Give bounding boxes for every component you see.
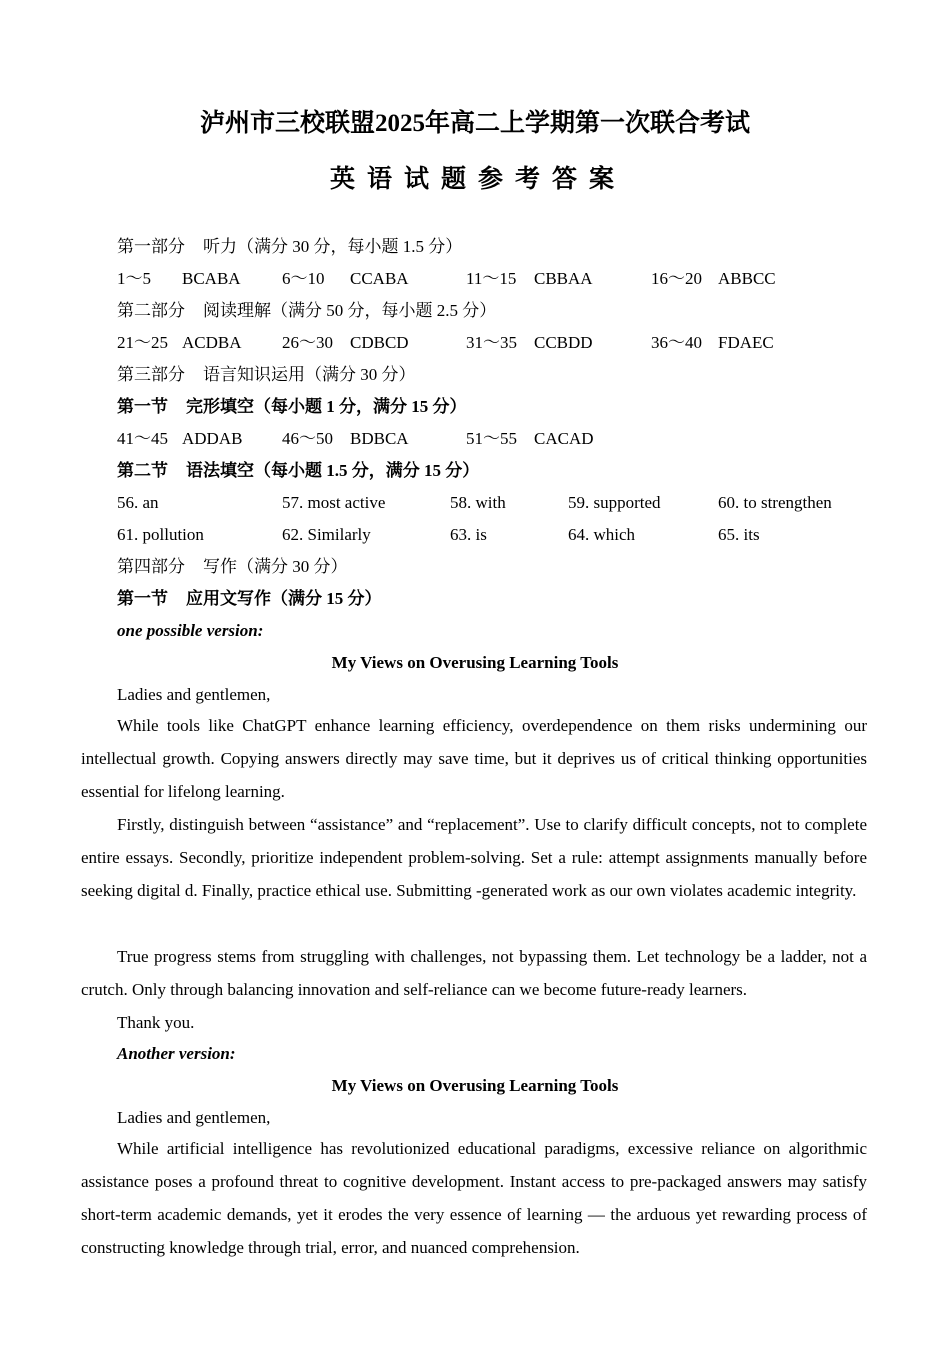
answer-range: 1～5 xyxy=(117,269,151,288)
answer-range: 21～25 xyxy=(117,333,168,352)
essay-heading: My Views on Overusing Learning Tools xyxy=(331,1076,619,1095)
essay-paragraph: Firstly, distinguish between “assistance” and “replacement”. Use to clarify difficult concepts, not to complete entire essays. Secondly, prioritize independent problem-solving. Set a rule: attempt assignments manually before seeking digital d. Finally, practice ethical use. Submitting -generated work as our own violates academic integrity. xyxy=(81,815,867,900)
answer-letters: CCBDD xyxy=(534,333,593,352)
part3-section2-heading: 第二节 语法填空（每小题 1.5 分，满分 15 分） xyxy=(117,461,480,480)
part4-heading: 第四部分 写作（满分 30 分） xyxy=(117,557,348,576)
answer-range: 11～15 xyxy=(466,269,517,288)
answer-range: 6～10 xyxy=(282,269,325,288)
essay-closing: Thank you. xyxy=(117,1013,195,1032)
part3-heading: 第三部分 语言知识运用（满分 30 分） xyxy=(117,365,416,384)
answer-range: 51～55 xyxy=(466,429,517,448)
essay-greeting: Ladies and gentlemen, xyxy=(117,1108,271,1127)
answer-letters: ABBCC xyxy=(718,269,776,288)
version-label: one possible version: xyxy=(117,621,264,640)
answer-range: 41～45 xyxy=(117,429,168,448)
answer-key-title: 英语试题参考答案 xyxy=(329,166,626,193)
essay-paragraph: While tools like ChatGPT enhance learning efficiency, overdependence on them risks undermining our intellectual growth. Copying answers directly may save time, but it deprives us of critical thinking opportunities essential for lifelong learning. xyxy=(81,716,867,801)
essay-paragraph: True progress stems from struggling with challenges, not bypassing them. Let technology be a ladder, not a crutch. Only through balancing innovation and self-reliance can we become future-ready learners. xyxy=(81,947,867,999)
grammar-answer: 65. its xyxy=(718,525,760,544)
answer-letters: FDAEC xyxy=(718,333,774,352)
answer-range: 46～50 xyxy=(282,429,333,448)
part2-heading: 第二部分 阅读理解（满分 50 分，每小题 2.5 分） xyxy=(117,301,497,320)
answer-range: 26～30 xyxy=(282,333,333,352)
essay-paragraph: While artificial intelligence has revolutionized educational paradigms, excessive reliance on algorithmic assistance poses a profound threat to cognitive development. Instant access to pre-packaged answers may satisfy short-term academic demands, yet it erodes the very essence of learning — the arduous yet rewarding process of constructing knowledge through trial, error, and nuanced comprehension. xyxy=(81,1139,867,1257)
answer-range: 36～40 xyxy=(651,333,702,352)
essay-heading: My Views on Overusing Learning Tools xyxy=(331,653,619,672)
exam-title: 泸州市三校联盟2025年高二上学期第一次联合考试 xyxy=(199,110,750,137)
part3-section1-heading: 第一节 完形填空（每小题 1 分，满分 15 分） xyxy=(117,397,467,416)
answer-letters: CCABA xyxy=(350,269,409,288)
grammar-answer: 63. is xyxy=(450,525,487,544)
grammar-answer: 57. most active xyxy=(282,493,386,512)
answer-letters: BDBCA xyxy=(350,429,409,448)
answer-letters: BCABA xyxy=(182,269,241,288)
grammar-answer: 60. to strengthen xyxy=(718,493,832,512)
grammar-answer: 61. pollution xyxy=(117,525,204,544)
grammar-answer: 58. with xyxy=(450,493,506,512)
grammar-answer: 59. supported xyxy=(568,493,661,512)
part1-heading: 第一部分 听力（满分 30 分，每小题 1.5 分） xyxy=(117,237,463,256)
answer-letters: CACAD xyxy=(534,429,594,448)
version-label: Another version: xyxy=(117,1044,236,1063)
essay-greeting: Ladies and gentlemen, xyxy=(117,685,271,704)
part4-section1-heading: 第一节 应用文写作（满分 15 分） xyxy=(117,589,382,608)
answer-letters: ADDAB xyxy=(182,429,243,448)
answer-letters: CBBAA xyxy=(534,269,593,288)
answer-letters: ACDBA xyxy=(182,333,242,352)
answer-range: 16～20 xyxy=(651,269,702,288)
answer-range: 31～35 xyxy=(466,333,517,352)
grammar-answer: 56. an xyxy=(117,493,159,512)
grammar-answer: 62. Similarly xyxy=(282,525,371,544)
answer-letters: CDBCD xyxy=(350,333,409,352)
grammar-answer: 64. which xyxy=(568,525,636,544)
